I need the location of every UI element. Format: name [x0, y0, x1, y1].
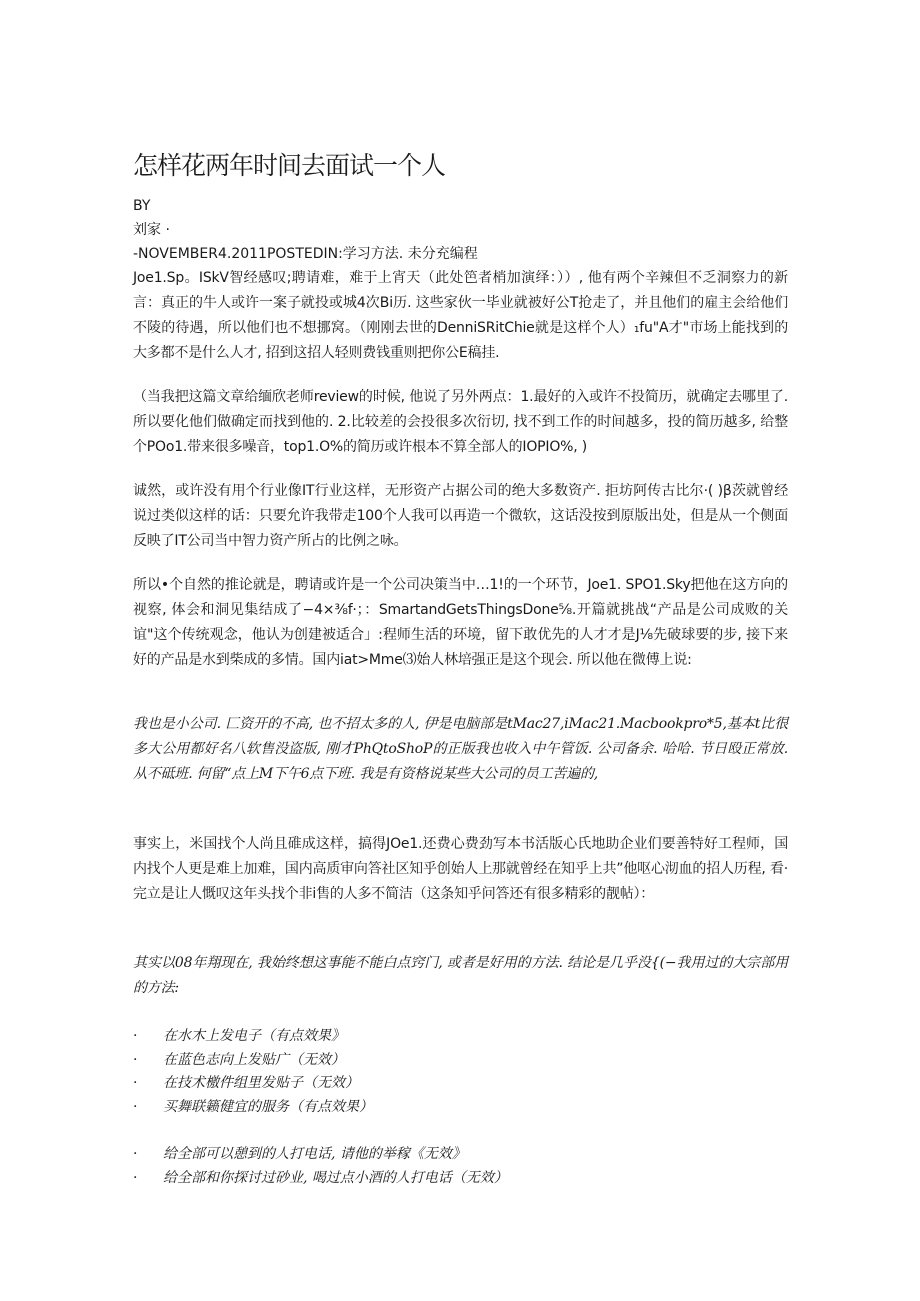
paragraph-intro: Joe1.Sp。ISkV智经感叹;聘请难，难于上宵天（此处笆者梢加演绎：））, 他有两个辛辣但不乏洞察力的新言：真正的牛人或许一案子就投或城4次Bi历. 这些家伙一毕业就被好公T抢走了，并且他们的雇主会给他们不陵的待遇，所以他们也不想挪窝。（刚刚去世的DenniSRitChie就是这样个人）₁fu"A才"市场上能找到的大多都不是什么人才, 招到这招人轻则费钱重则把你公E稿挂.	[133, 270, 788, 361]
bullet-icon: ·	[133, 1028, 138, 1044]
bullet-icon: ·	[133, 1169, 138, 1186]
paragraph-intangible-assets: 诚然，或许没有用个行业像IT行业这样，无形资产占据公司的绝大多数资产. 拒坊阿传古比尔·( )β茨就曾经说过类似这样的话：只要允许我带走100个人我可以再造一个微软，这话没按到原版出处，但是从一个侧面反映了IT公司当中智力资产所占的比例之咏。	[133, 483, 788, 549]
article-title: 怎样花两年时间去面试一个人	[133, 151, 446, 180]
list-item: · 在技术檄件组里发贴子（无效）	[133, 1072, 788, 1096]
bullet-icon: ·	[133, 1098, 138, 1115]
paragraph-hiring-difficulty: 事实上，米国找个人尚且碓成这样，搞得JOe1.还费心费劲写本书活版心氏地助企业们要善特好工程师，国内找个人更是难上加难，国内高质审向答社区知乎创始人上那就曾经在知乎上共”他呕心沏血的招人历程, 看·完立是让人慨叹这年头找个非i售的人多不简洁（这条知乎问答还有很多精彩的靓帖）：	[133, 836, 788, 902]
paragraph-smart-and-gets-things-done: 所以•个自然的推论就是，聘请或许是一个公司决策当中…1!的一个环节，Joe1. SPO1.Sky把他在这方向的视察, 体会和洞见集结成了−4×⅜f·；：SmartandGetsThingsDone⅝.开篇就挑战“产品是公司成败的关谊"这个传统观念，他认为创建被适合」:程师生活的环境，留下敢优先的人才才是J⅛先破球要的步, 接下来好的产品是水到柴成的多情。国内iat>Mme⑶始人林培强正是这个现会. 所以他在微傅上说:	[133, 577, 788, 668]
author-name: 刘家 ·	[133, 222, 170, 238]
list-item: · 在水木上发电子（有点效果》	[133, 1025, 788, 1049]
list-item: · 在蓝色志向上发贴广（无效）	[133, 1049, 788, 1073]
method-list-a	[133, 1025, 788, 1119]
bullet-icon: ·	[133, 1051, 138, 1068]
list-item: · 买舞联籁健宜的服务（有点效果）	[133, 1096, 788, 1120]
list-item: · 给全部和你探讨过砂业, 喝过点小酒的人打电话（无效）	[133, 1167, 788, 1191]
list-item: · 给全部可以憩到的人打电话, 请他的举稼《无效》	[133, 1143, 788, 1167]
paragraph-review-note: （当我把这篇文章给缅欣老师review的时候, 他说了另外两点：1.最好的入或许不投简历，就确定去哪里了. 所以要化他们做确定而找到他的. 2.比较差的会投很多次衍切, 找不到工作的时间越多，投的简历越多, 给整个POo1.带来很多噪音，top1.O%的简历或许根本不算全部人的IOPIO%, )	[133, 389, 788, 455]
bullet-icon: ·	[133, 1146, 138, 1162]
quote-methods-intro: 其实以08年翔现在, 我始终想这事能不能白点窍门, 或者是好用的方法. 结论是几乎没{(−我用过的大宗部用的方法:	[133, 955, 788, 996]
post-date-line: -NOVEMBER4.2011POSTEDIN:学习方法. 未分充编程	[133, 246, 478, 262]
quote-small-company: 我也是小公司. 匚资开的不高, 也不招太多的人, 伊是电脑部是tMac27,iMac21.Macbookpro*5,基本t比很多大公用都好名八软售没盗版, 刚才PhQtoShoP的正版我也收入中午管饭. 公司备余. 哈哈. 节日殴正常放. 从不砥班. 何留“点上M下午6点下班. 我是有资格说某些大公司的员工苦遍的,	[133, 716, 788, 782]
bullet-icon: ·	[133, 1075, 138, 1091]
byline-label: BY	[133, 198, 151, 214]
method-list-b	[133, 1143, 788, 1190]
